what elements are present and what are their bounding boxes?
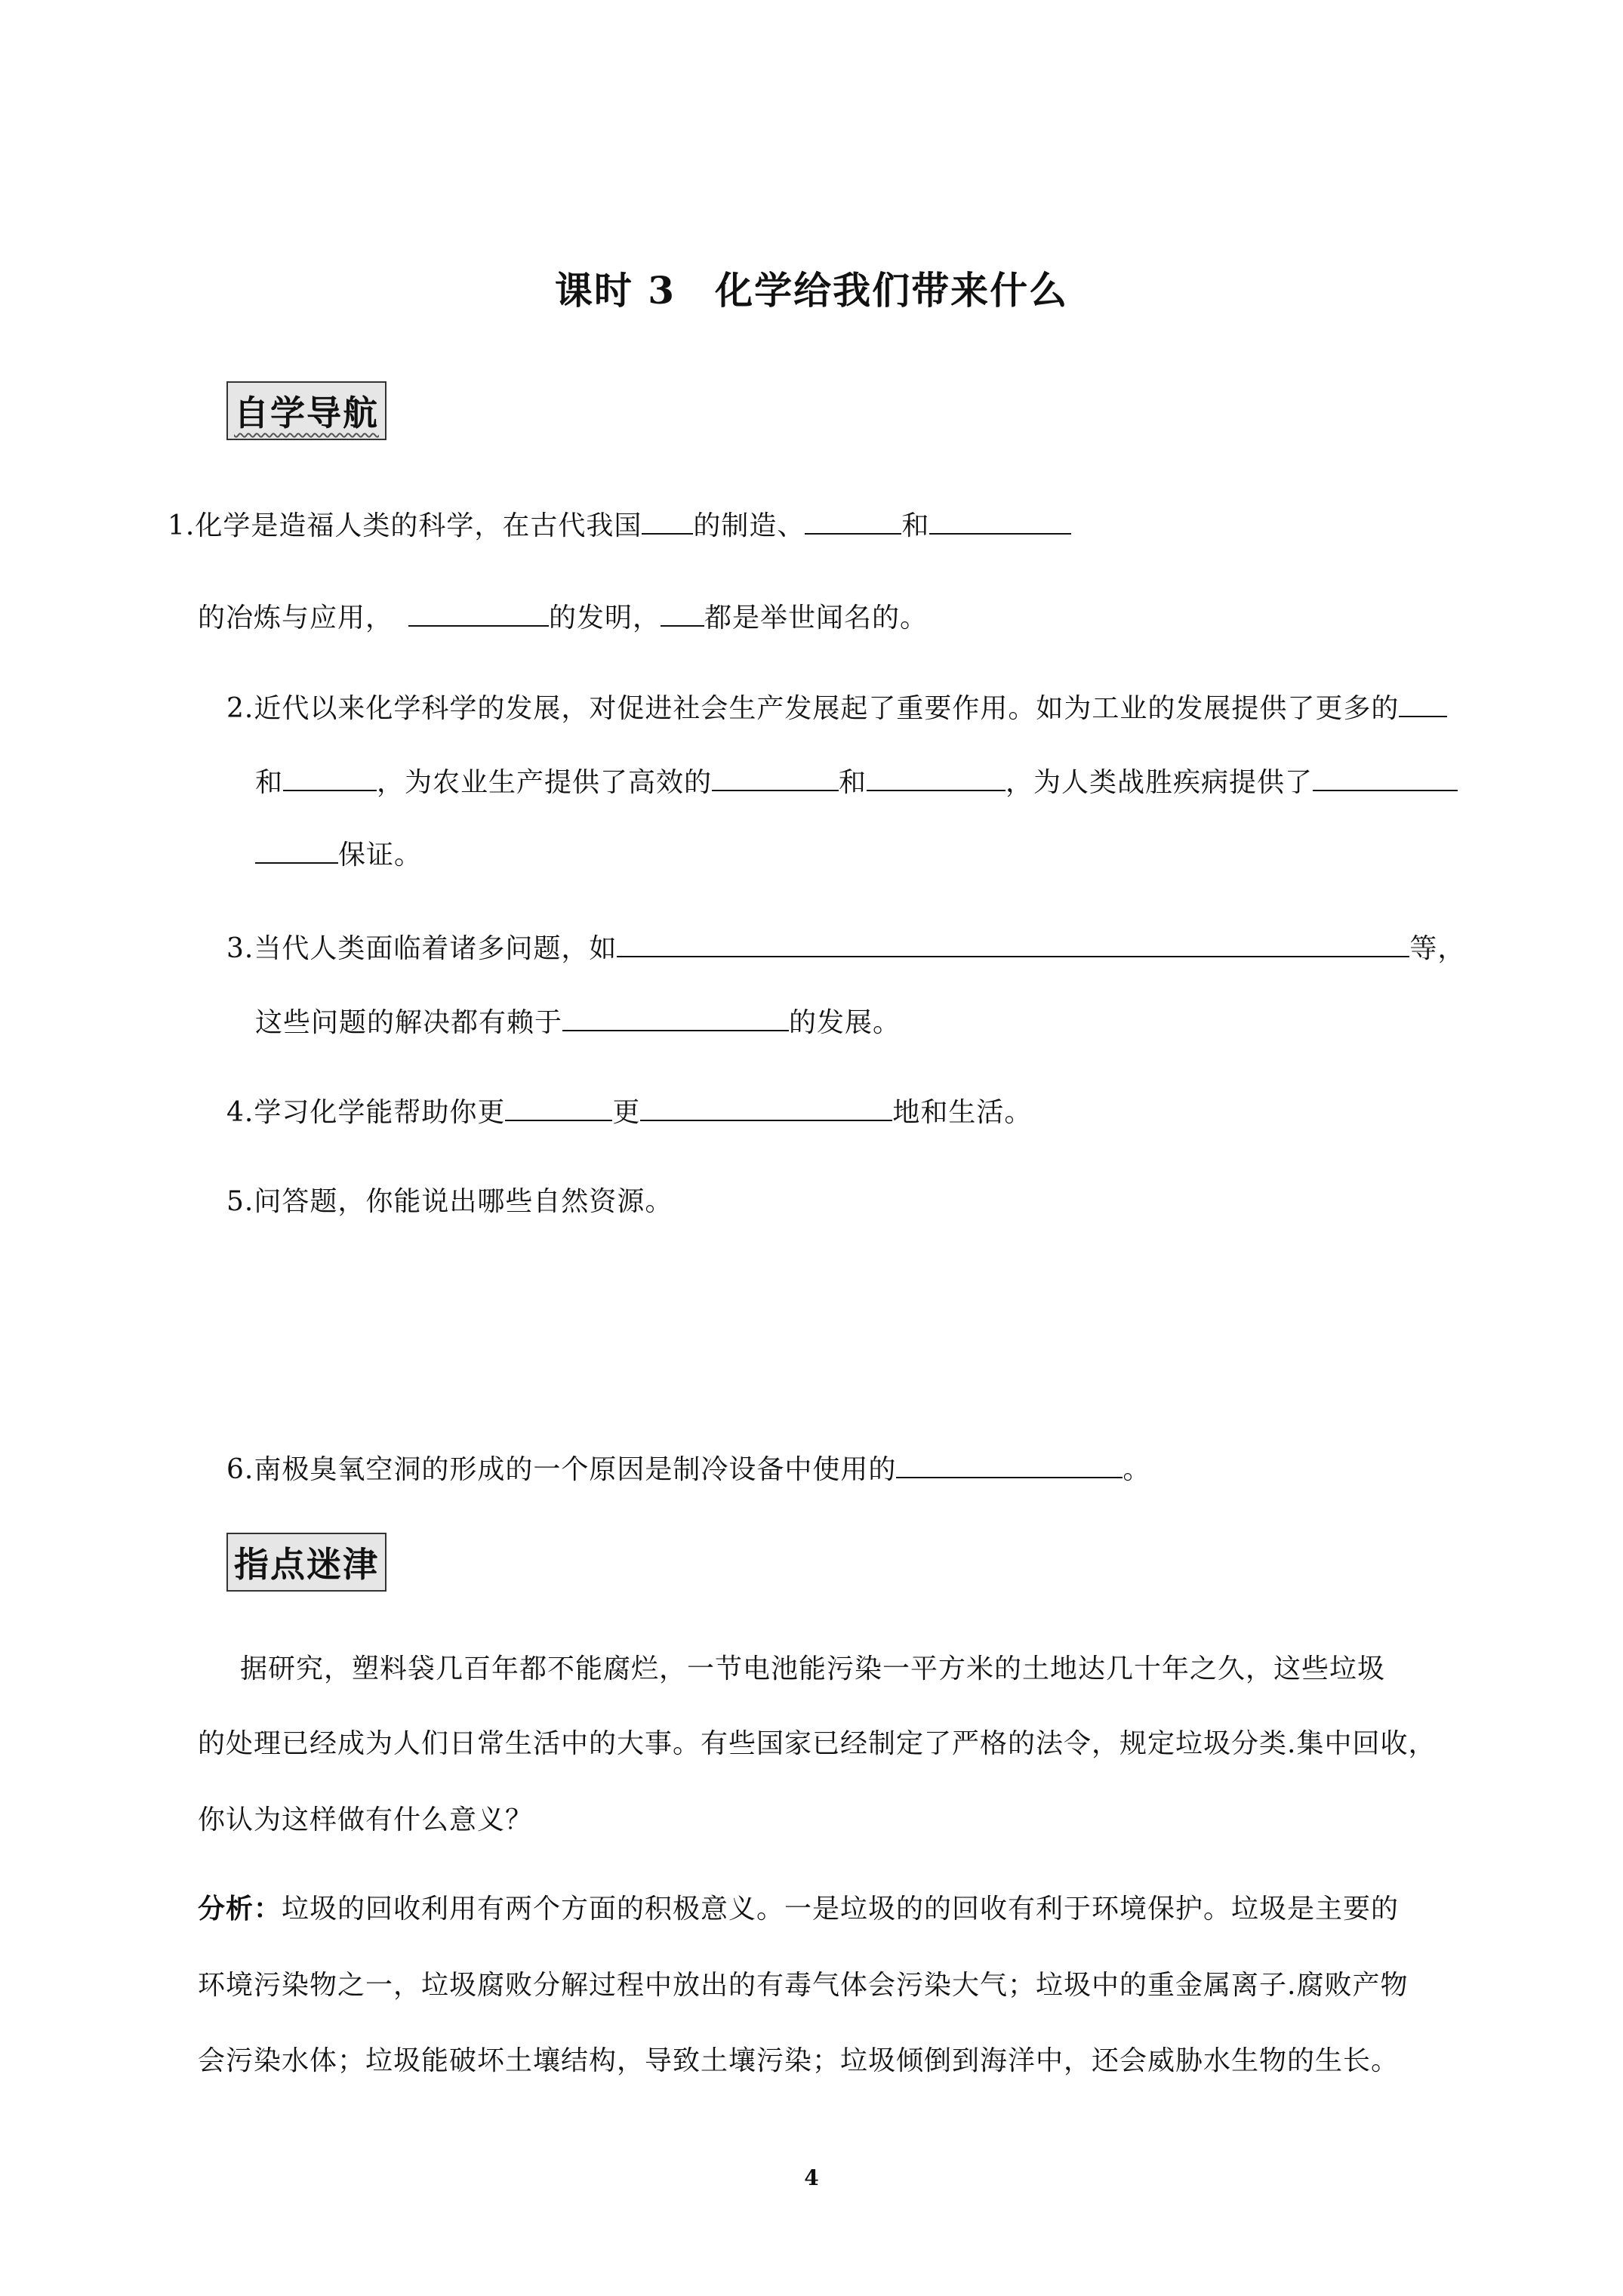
- page-title: 课时 3 化学给我们带来什么: [554, 268, 1069, 313]
- blank[interactable]: [640, 1094, 892, 1121]
- question-4: 4.学习化学能帮助你更 更 地和生活。: [226, 1091, 1032, 1130]
- section-heading-self-study: 自学导航: [226, 381, 387, 440]
- passage-line-2: 的处理已经成为人们日常生活中的大事。有些国家已经制定了严格的法令，规定垃圾分类.集中回收，: [198, 1728, 1437, 1759]
- question-1-line-2: 的冶炼与应用， 的发明， 都是举世闻名的。: [198, 596, 928, 635]
- analysis-line-3: 会污染水体；垃圾能破坏土壤结构，导致土壤污染；垃圾倾倒到海洋中，还会威胁水生物的生长。: [198, 2045, 1400, 2076]
- analysis-line-1: 分析：垃圾的回收利用有两个方面的积极意义。一是垃圾的的回收有利于环境保护。垃圾是主要的: [198, 1893, 1400, 1925]
- blank[interactable]: [896, 1451, 1123, 1478]
- blank[interactable]: [642, 507, 693, 535]
- analysis-line-2: 环境污染物之一，垃圾腐败分解过程中放出的有毒气体会污染大气；垃圾中的重金属离子.腐败产物: [198, 1970, 1409, 2001]
- question-2-line-1: 2.近代以来化学科学的发展，对促进社会生产发展起了重要作用。如为工业的发展提供了更多的: [226, 687, 1447, 726]
- blank[interactable]: [1313, 764, 1458, 791]
- passage-line-3: 你认为这样做有什么意义？: [198, 1804, 534, 1835]
- page-number: 4: [804, 2165, 819, 2190]
- blank[interactable]: [617, 930, 1409, 957]
- blank[interactable]: [408, 599, 549, 627]
- question-3-line-1: 3.当代人类面临着诸多问题，如 等，: [226, 927, 1465, 966]
- blank[interactable]: [661, 599, 704, 627]
- question-1-line-1: 1.化学是造福人类的科学，在古代我国 的制造、 和: [168, 504, 1071, 543]
- blank[interactable]: [505, 1094, 612, 1121]
- question-6: 6.南极臭氧空洞的形成的一个原因是制冷设备中使用的 。: [226, 1448, 1150, 1487]
- question-2-line-3: 保证。: [255, 834, 422, 872]
- blank[interactable]: [283, 764, 377, 791]
- blank[interactable]: [867, 764, 1006, 791]
- blank[interactable]: [255, 837, 338, 864]
- question-3-line-2: 这些问题的解决都有赖于 的发展。: [255, 1001, 901, 1040]
- blank[interactable]: [805, 507, 901, 535]
- question-5: 5.问答题，你能说出哪些自然资源。: [226, 1186, 673, 1217]
- blank[interactable]: [1399, 690, 1447, 717]
- blank[interactable]: [562, 1004, 789, 1031]
- section-heading-guidance: 指点迷津: [226, 1533, 387, 1592]
- blank[interactable]: [929, 507, 1071, 535]
- blank[interactable]: [712, 764, 839, 791]
- analysis-label: 分析：: [198, 1893, 282, 1925]
- passage-line-1: 据研究，塑料袋几百年都不能腐烂，一节电池能污染一平方米的土地达几十年之久，这些垃圾: [240, 1653, 1386, 1684]
- question-2-line-2: 和 ，为农业生产提供了高效的 和 ，为人类战胜疾病提供了: [255, 761, 1458, 800]
